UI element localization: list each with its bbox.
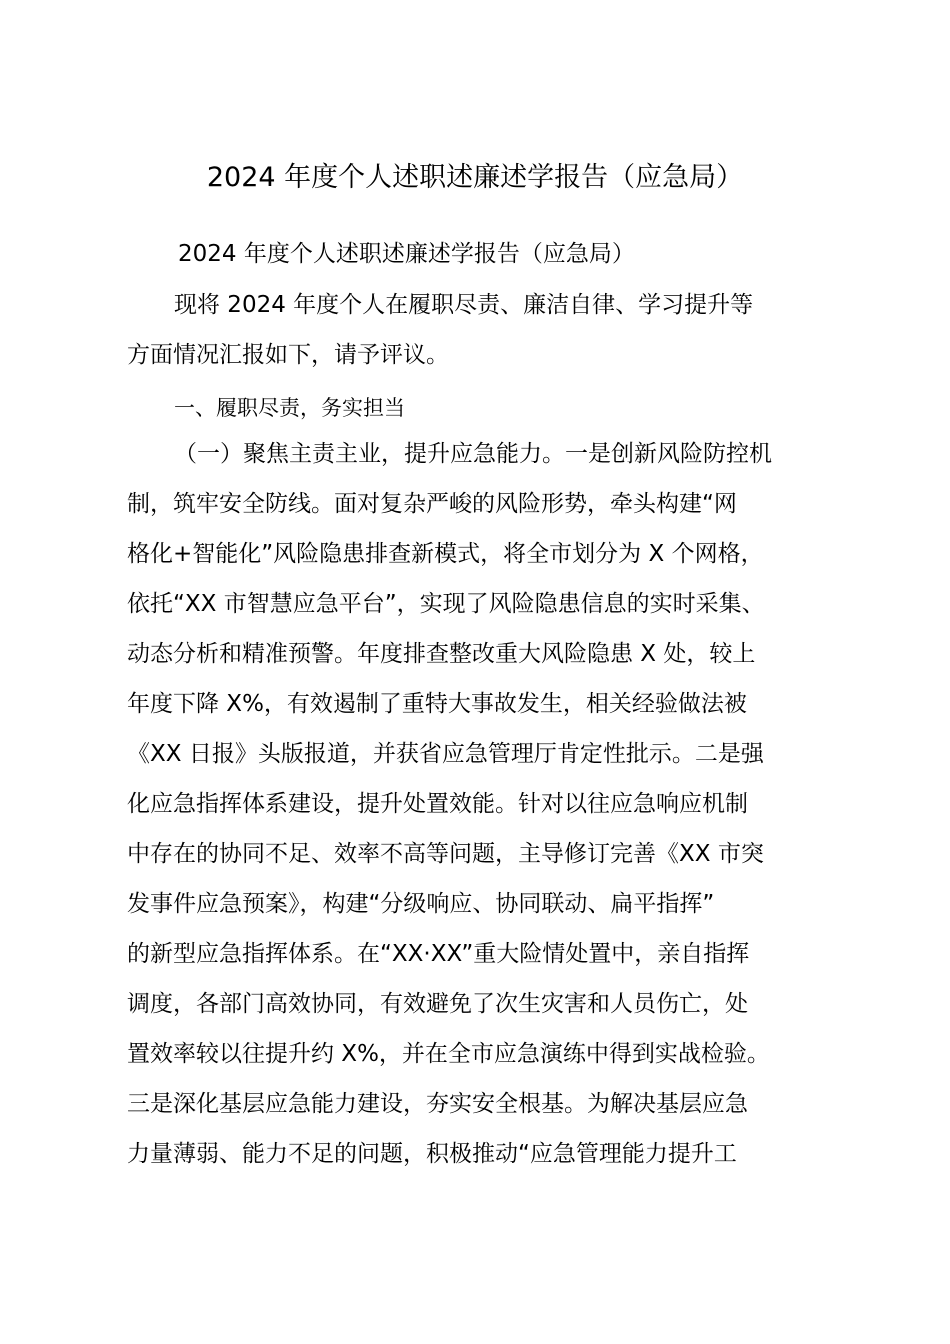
paragraph-line: 置效率较以往提升约 X%，并在全市应急演练中得到实战检验。	[127, 1041, 770, 1067]
paragraph-line: 格化+智能化”风险隐患排查新模式，将全市划分为 X 个网格，	[127, 541, 764, 567]
intro-paragraph	[127, 280, 839, 380]
paragraph-line: 发事件应急预案》，构建“分级响应、协同联动、扁平指挥”	[127, 891, 715, 917]
body-paragraph	[127, 429, 839, 1179]
document-title: 2024 年度个人述职述廉述学报告（应急局）	[206, 162, 744, 193]
paragraph-line: 动态分析和精准预警。年度排查整改重大风险隐患 X 处，较上	[127, 641, 756, 667]
paragraph-line: 年度下降 X%，有效遏制了重特大事故发生，相关经验做法被	[127, 691, 747, 717]
paragraph-line: （一）聚焦主责主业，提升应急能力。一是创新风险防控机	[174, 441, 772, 467]
paragraph-line: 力量薄弱、能力不足的问题，积极推动“应急管理能力提升工	[127, 1141, 737, 1167]
paragraph-line: 调度，各部门高效协同，有效避免了次生灾害和人员伤亡，处	[127, 991, 748, 1017]
document-subtitle: 2024 年度个人述职述廉述学报告（应急局）	[178, 241, 635, 267]
paragraph-line: 《XX 日报》头版报道，并获省应急管理厅肯定性批示。二是强	[127, 741, 764, 767]
paragraph-line: 的新型应急指挥体系。在“XX·XX”重大险情处置中，亲自指挥	[127, 941, 750, 967]
intro-line: 现将 2024 年度个人在履职尽责、廉洁自律、学习提升等	[174, 292, 754, 318]
paragraph-line: 依托“XX 市智慧应急平台”，实现了风险隐患信息的实时采集、	[127, 591, 765, 617]
paragraph-line: 三是深化基层应急能力建设，夯实安全根基。为解决基层应急	[127, 1091, 748, 1117]
paragraph-line: 化应急指挥体系建设，提升处置效能。针对以往应急响应机制	[127, 791, 748, 817]
intro-line: 方面情况汇报如下，请予评议。	[127, 342, 449, 368]
paragraph-line: 制，筑牢安全防线。面对复杂严峻的风险形势，牵头构建“网	[127, 491, 737, 517]
paragraph-line: 中存在的协同不足、效率不高等问题，主导修订完善《XX 市突	[127, 841, 764, 867]
section-heading: 一、履职尽责，务实担当	[174, 396, 405, 420]
